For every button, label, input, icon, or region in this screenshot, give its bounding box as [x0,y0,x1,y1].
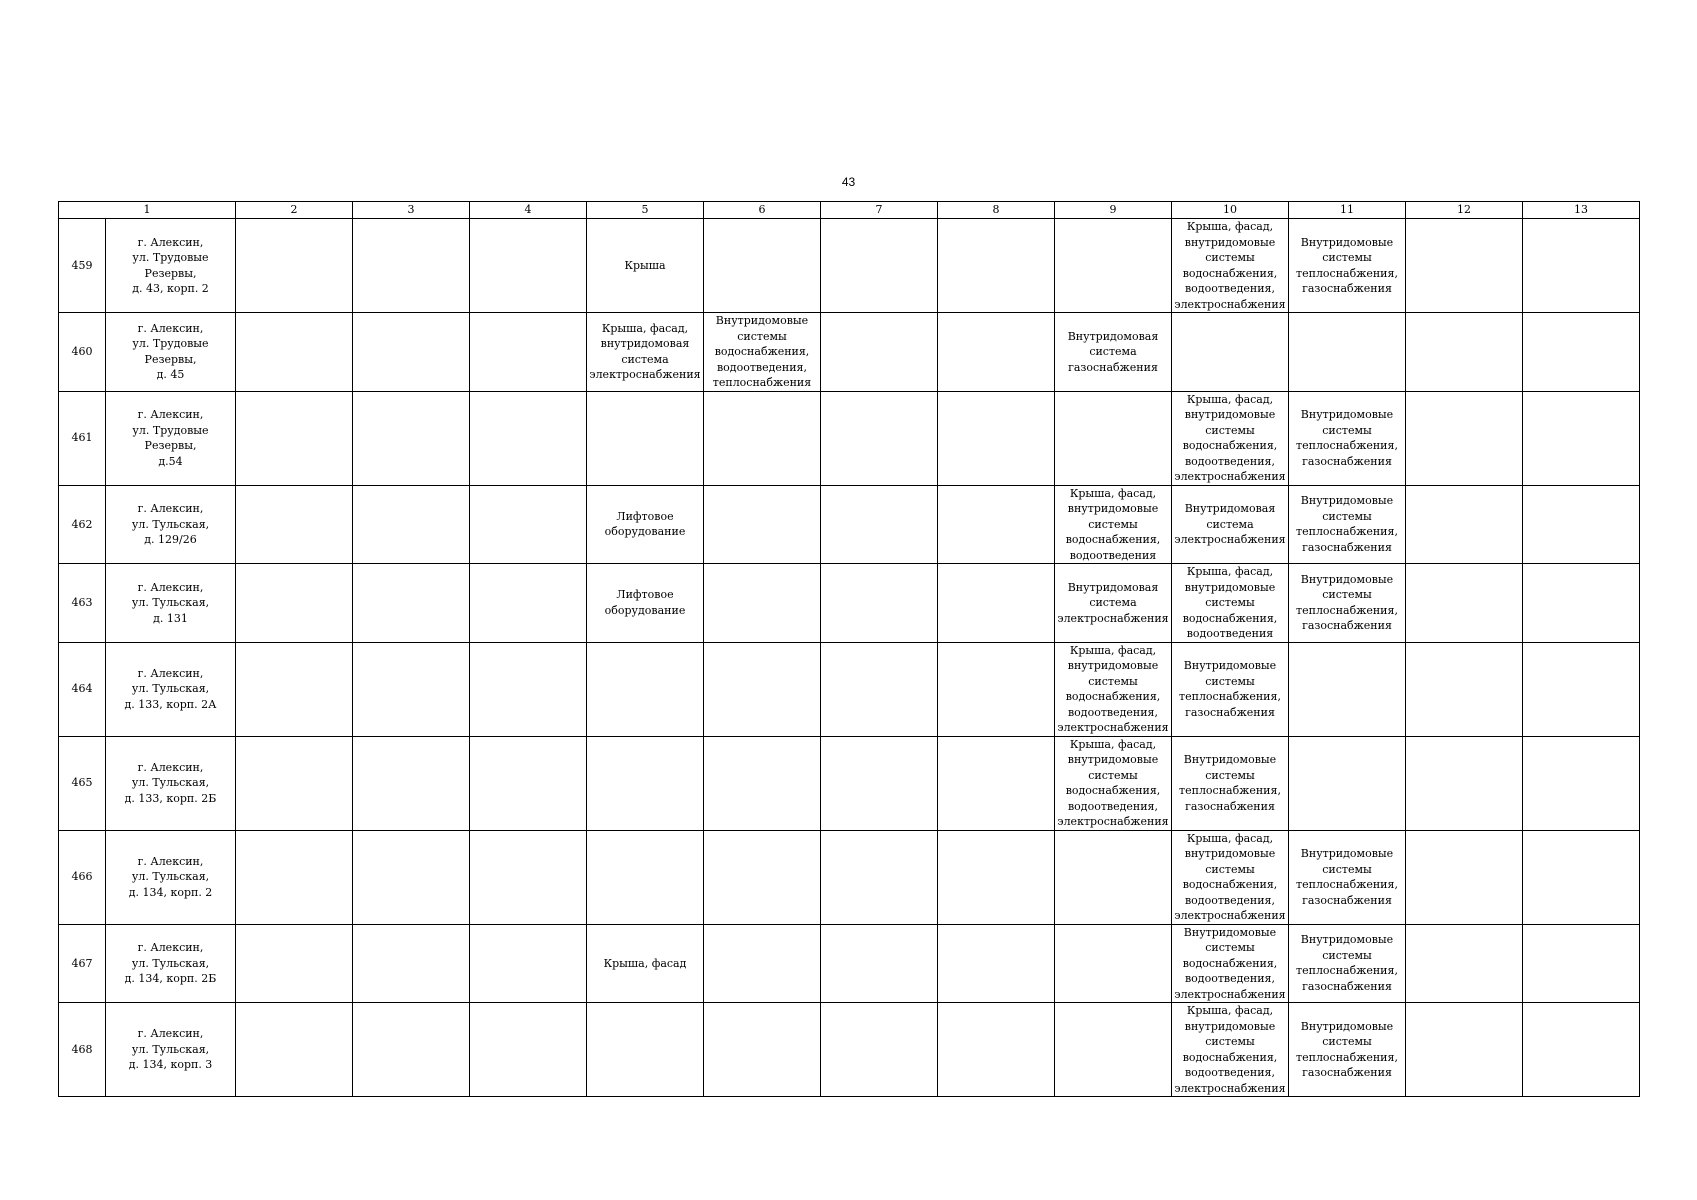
work-cell-col-10: Крыша, фасад, внутридомовые системы водоснабжения, водоотведения, электроснабжения [1172,391,1289,485]
work-cell-col-3 [353,924,470,1003]
table-row [59,736,1640,830]
page-number: 43 [841,175,856,189]
work-cell-col-11: Внутридомовые системы теплоснабжения, газоснабжения [1289,924,1406,1003]
work-cell-col-3 [353,736,470,830]
address-line: г. Алексин, [137,760,204,774]
address-line: г. Алексин, [137,1027,204,1041]
work-cell-col-8 [938,391,1055,485]
address-line: ул. Тульская, [131,956,210,970]
work-cell-col-4 [470,830,587,924]
address-line: г. Алексин, [137,235,204,249]
work-cell-col-3 [353,219,470,313]
work-cell-col-11 [1289,642,1406,736]
work-cell-col-13 [1523,219,1640,313]
work-cell-col-2 [236,1003,353,1097]
work-cell-col-3 [353,642,470,736]
table-header [59,202,1640,219]
address-line: г. Алексин, [137,854,204,868]
work-cell-col-13 [1523,485,1640,564]
address-line: ул. Трудовые Резервы, [132,423,209,452]
row-number: 460 [59,313,106,392]
work-cell-col-9: Крыша, фасад, внутридомовые системы водоснабжения, водоотведения, электроснабжения [1055,642,1172,736]
work-cell-col-6 [704,564,821,643]
work-cell-col-5 [587,391,704,485]
address-line: ул. Трудовые Резервы, [132,337,209,366]
work-cell-col-12 [1406,1003,1523,1097]
address-line: д. 134, корп. 2Б [124,972,217,985]
work-cell-col-6: Внутридомовые системы водоснабжения, водоотведения, теплоснабжения [704,313,821,392]
work-cell-col-11: Внутридомовые системы теплоснабжения, газоснабжения [1289,485,1406,564]
work-cell-col-7 [821,313,938,392]
address-line: ул. Тульская, [131,596,210,609]
work-cell-col-12 [1406,642,1523,736]
work-cell-col-7 [821,485,938,564]
work-cell-col-12 [1406,830,1523,924]
work-cell-col-11: Внутридомовые системы теплоснабжения, газоснабжения [1289,564,1406,643]
column-header: 8 [938,202,1055,219]
work-cell-col-7 [821,642,938,736]
address-cell [106,313,236,392]
work-cell-col-3 [353,485,470,564]
work-cell-col-7 [821,391,938,485]
work-cell-col-5 [587,830,704,924]
table-row [59,830,1640,924]
address-line: г. Алексин, [137,666,204,680]
work-cell-col-9: Крыша, фасад, внутридомовые системы водоснабжения, водоотведения, электроснабжения [1055,736,1172,830]
address-line: г. Алексин, [137,408,204,421]
work-cell-col-9 [1055,1003,1172,1097]
work-cell-col-3 [353,313,470,392]
row-number: 462 [59,485,106,564]
work-cell-col-9 [1055,924,1172,1003]
work-cell-col-11 [1289,736,1406,830]
work-cell-col-8 [938,219,1055,313]
work-cell-col-4 [470,642,587,736]
work-cell-col-6 [704,219,821,313]
address-line: д.54 [158,454,183,468]
column-header: 11 [1289,202,1406,219]
column-header: 12 [1406,202,1523,219]
address-cell [106,642,236,736]
work-cell-col-9: Внутридомовая система газоснабжения [1055,313,1172,392]
address-cell [106,485,236,564]
work-cell-col-11: Внутридомовые системы теплоснабжения, газоснабжения [1289,391,1406,485]
table-body [59,219,1640,1097]
address-line: д. 134, корп. 2 [128,885,213,899]
work-cell-col-6 [704,924,821,1003]
table-row [59,564,1640,643]
work-cell-col-7 [821,564,938,643]
work-cell-col-10: Внутридомовые системы теплоснабжения, газоснабжения [1172,736,1289,830]
work-cell-col-4 [470,736,587,830]
work-cell-col-5: Крыша, фасад [587,924,704,1003]
work-cell-col-12 [1406,924,1523,1003]
work-cell-col-10: Внутридомовая система электроснабжения [1172,485,1289,564]
table-row [59,924,1640,1003]
row-number: 461 [59,391,106,485]
work-cell-col-10: Внутридомовые системы водоснабжения, водоотведения, электроснабжения [1172,924,1289,1003]
address-cell [106,736,236,830]
address-line: ул. Тульская, [131,517,210,531]
work-cell-col-12 [1406,485,1523,564]
work-cell-col-8 [938,1003,1055,1097]
address-line: д. 133, корп. 2Б [124,791,217,805]
work-cell-col-4 [470,313,587,392]
work-cell-col-7 [821,736,938,830]
work-cell-col-4 [470,485,587,564]
work-cell-col-9 [1055,219,1172,313]
work-cell-col-2 [236,564,353,643]
work-cell-col-8 [938,924,1055,1003]
work-cell-col-12 [1406,564,1523,643]
work-cell-col-12 [1406,219,1523,313]
column-header: 1 [59,202,236,219]
work-cell-col-5 [587,642,704,736]
address-line: д. 133, корп. 2А [124,697,217,711]
column-header: 5 [587,202,704,219]
address-line: д. 134, корп. 3 [128,1058,213,1072]
work-cell-col-7 [821,830,938,924]
work-cell-col-6 [704,1003,821,1097]
address-line: ул. Тульская, [131,1042,210,1056]
work-cell-col-13 [1523,564,1640,643]
address-line: ул. Трудовые Резервы, [132,251,209,280]
address-line: г. Алексин, [137,941,204,954]
work-cell-col-5: Лифтовое оборудование [587,485,704,564]
work-cell-col-12 [1406,736,1523,830]
row-number: 465 [59,736,106,830]
column-header: 7 [821,202,938,219]
work-cell-col-6 [704,736,821,830]
work-cell-col-10: Крыша, фасад, внутридомовые системы водоснабжения, водоотведения, электроснабжения [1172,219,1289,313]
work-cell-col-10: Внутридомовые системы теплоснабжения, газоснабжения [1172,642,1289,736]
work-cell-col-4 [470,1003,587,1097]
column-header: 4 [470,202,587,219]
work-cell-col-13 [1523,391,1640,485]
work-cell-col-4 [470,564,587,643]
address-line: г. Алексин, [137,580,204,594]
address-cell [106,391,236,485]
work-cell-col-2 [236,924,353,1003]
work-cell-col-8 [938,485,1055,564]
row-number: 466 [59,830,106,924]
work-cell-col-8 [938,736,1055,830]
work-cell-col-7 [821,219,938,313]
address-line: д. 45 [156,368,185,382]
table-row [59,219,1640,313]
work-cell-col-10: Крыша, фасад, внутридомовые системы водоснабжения, водоотведения, электроснабжения [1172,830,1289,924]
work-cell-col-2 [236,485,353,564]
work-cell-col-5: Лифтовое оборудование [587,564,704,643]
work-cell-col-13 [1523,1003,1640,1097]
work-cell-col-13 [1523,642,1640,736]
work-cell-col-9 [1055,830,1172,924]
work-cell-col-4 [470,924,587,1003]
address-line: д. 131 [153,611,188,625]
column-header: 9 [1055,202,1172,219]
table-row [59,642,1640,736]
work-cell-col-6 [704,391,821,485]
work-cell-col-13 [1523,313,1640,392]
address-line: д. 43, корп. 2 [132,282,209,295]
row-number: 467 [59,924,106,1003]
work-cell-col-8 [938,564,1055,643]
table-row [59,1003,1640,1097]
work-cell-col-3 [353,564,470,643]
work-cell-col-5: Крыша, фасад, внутридомовая система электроснабжения [587,313,704,392]
address-cell [106,1003,236,1097]
work-cell-col-2 [236,313,353,392]
work-cell-col-2 [236,736,353,830]
work-cell-col-8 [938,830,1055,924]
column-header: 3 [353,202,470,219]
work-cell-col-8 [938,313,1055,392]
work-cell-col-8 [938,642,1055,736]
work-cell-col-13 [1523,830,1640,924]
work-cell-col-11: Внутридомовые системы теплоснабжения, газоснабжения [1289,830,1406,924]
address-cell [106,564,236,643]
capital-repair-table [58,201,1640,1097]
work-cell-col-7 [821,1003,938,1097]
row-number: 464 [59,642,106,736]
work-cell-col-11: Внутридомовые системы теплоснабжения, газоснабжения [1289,1003,1406,1097]
work-cell-col-9: Крыша, фасад, внутридомовые системы водоснабжения, водоотведения [1055,485,1172,564]
work-cell-col-6 [704,485,821,564]
row-number: 463 [59,564,106,643]
work-cell-col-2 [236,391,353,485]
work-cell-col-13 [1523,924,1640,1003]
column-header: 2 [236,202,353,219]
address-line: г. Алексин, [137,321,204,335]
work-cell-col-4 [470,391,587,485]
column-header: 13 [1523,202,1640,219]
table-row [59,391,1640,485]
column-header: 6 [704,202,821,219]
work-cell-col-10: Крыша, фасад, внутридомовые системы водоснабжения, водоотведения, электроснабжения [1172,1003,1289,1097]
work-cell-col-4 [470,219,587,313]
work-cell-col-6 [704,830,821,924]
work-cell-col-3 [353,1003,470,1097]
work-cell-col-3 [353,391,470,485]
work-cell-col-9 [1055,391,1172,485]
address-line: ул. Тульская, [131,776,210,790]
table-row [59,485,1640,564]
address-cell [106,830,236,924]
column-header: 10 [1172,202,1289,219]
work-cell-col-5: Крыша [587,219,704,313]
work-cell-col-12 [1406,391,1523,485]
address-line: ул. Тульская, [131,870,210,884]
address-cell [106,924,236,1003]
work-cell-col-2 [236,830,353,924]
work-cell-col-7 [821,924,938,1003]
row-number: 459 [59,219,106,313]
work-cell-col-10 [1172,313,1289,392]
row-number: 468 [59,1003,106,1097]
work-cell-col-13 [1523,736,1640,830]
address-line: ул. Тульская, [131,682,210,696]
work-cell-col-2 [236,642,353,736]
work-cell-col-11 [1289,313,1406,392]
table-row [59,313,1640,392]
work-cell-col-12 [1406,313,1523,392]
work-cell-col-11: Внутридомовые системы теплоснабжения, газоснабжения [1289,219,1406,313]
work-cell-col-9: Внутридомовая система электроснабжения [1055,564,1172,643]
address-cell [106,219,236,313]
address-line: г. Алексин, [137,502,204,515]
work-cell-col-5 [587,736,704,830]
work-cell-col-5 [587,1003,704,1097]
work-cell-col-2 [236,219,353,313]
address-line: д. 129/26 [144,533,197,546]
work-cell-col-10: Крыша, фасад, внутридомовые системы водоснабжения, водоотведения [1172,564,1289,643]
work-cell-col-6 [704,642,821,736]
work-cell-col-3 [353,830,470,924]
